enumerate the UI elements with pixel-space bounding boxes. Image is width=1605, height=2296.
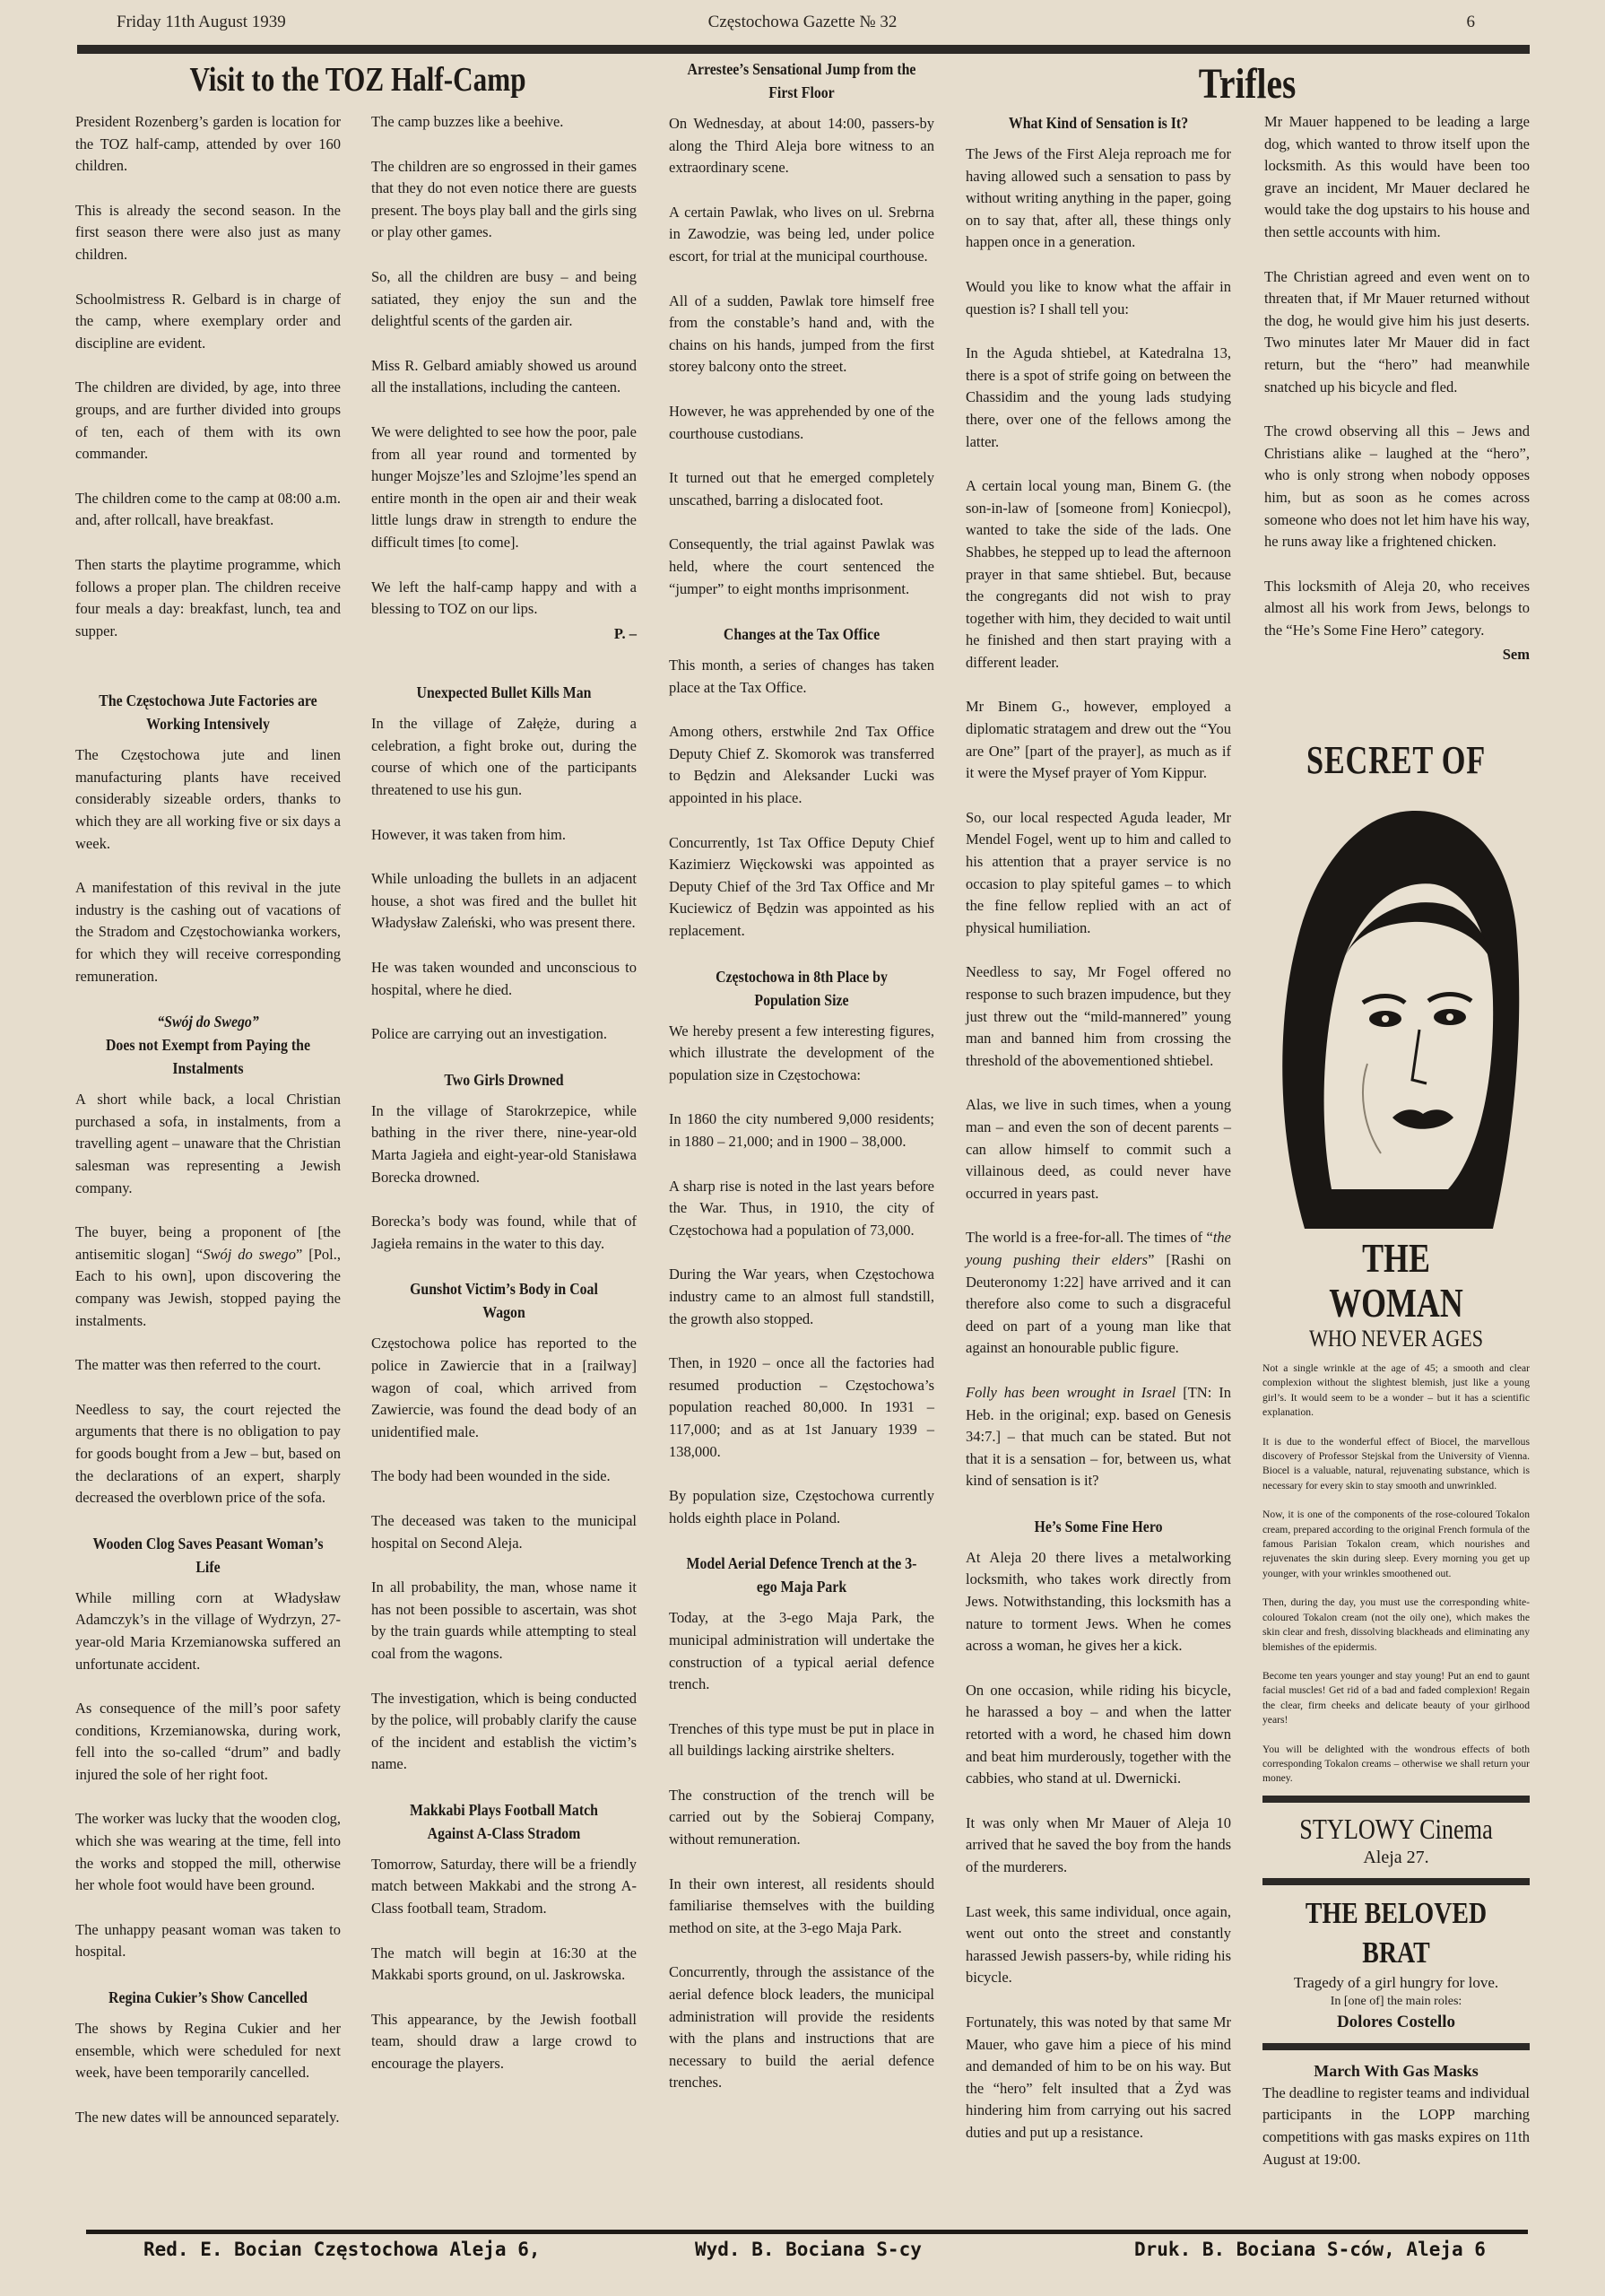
- gunshot-title: Gunshot Victim’s Body in Coal Wagon: [410, 1280, 598, 1322]
- paragraph: In the Aguda shtiebel, at Katedralna 13, there is a spot of strife going on between the Chassidim and the young lads studying there, over one of the fellows among the latter.: [966, 344, 1231, 450]
- cinema-name: STYLOWY Cinema: [1299, 1812, 1493, 1845]
- paragraph: The match will begin at 16:30 at the Makkabi sports ground, on ul. Jaskrowska.: [371, 1944, 637, 1984]
- column-5: [1264, 111, 1530, 675]
- paragraph: This locksmith of Aleja 20, who receives almost all his work from Jews, belongs to the “He’s Some Fine Hero” category.: [1264, 577, 1530, 639]
- paragraph: Schoolmistress R. Gelbard is in charge of the camp, where exemplary order and discipline are evident.: [75, 290, 341, 352]
- paragraph: Now, it is one of the components of the rose-coloured Tokalon cream, prepared according to the original French formula of the famous Parisian Tokalon cream, which nourishes and rejuvenates the skin during sleep. Every morning you get up younger, with your wrinkles smoothened out.: [1262, 1509, 1530, 1579]
- paragraph: At Aleja 20 there lives a metalworking locksmith, who takes work directly from Jews. Notwithstanding, this locksmith has a nature to torment Jews. When he comes across a woman, he gives her a kick.: [966, 1548, 1231, 1655]
- paragraph: The shows by Regina Cukier and her ensemble, which were scheduled for next week, have been temporarily cancelled.: [75, 2020, 341, 2082]
- clog-title: Wooden Clog Saves Peasant Woman’s Life: [92, 1534, 324, 1576]
- cukier-title: Regina Cukier’s Show Cancelled: [108, 1988, 308, 2007]
- paragraph: The Christian agreed and even went on to threaten that, if Mr Mauer returned without the dog, he would give him his just deserts. Two minutes later Mr Mauer did in fact return, but the “hero” had meanwhile snatched up his bicycle and fled.: [1264, 267, 1530, 396]
- paragraph: In the village of Załęże, during a celebration, a fight broke out, during the course of which one of the participants threatened to use his gun.: [371, 715, 637, 799]
- paragraph: However, he was apprehended by one of the courthouse custodians.: [669, 402, 934, 442]
- paragraph: By population size, Częstochowa currently holds eighth place in Poland.: [669, 1487, 934, 1526]
- paragraph: The Częstochowa jute and linen manufacturing plants have received considerably sizeable orders, thanks to which they are all working five or six days a week.: [75, 746, 341, 852]
- gas-divider: [1262, 2043, 1530, 2050]
- woman-portrait-illustration: [1269, 795, 1523, 1229]
- paragraph: The camp buzzes like a beehive.: [371, 113, 564, 130]
- paragraph: The crowd observing all this – Jews and Christians alike – laughed at the “hero”, who is only strong when nobody opposes him, but as soon as he comes across someone who does not let him have his way, he runs away like a frightened chicken.: [1264, 422, 1530, 551]
- paragraph: Police are carrying out an investigation.: [371, 1025, 608, 1043]
- paragraph: A short while back, a local Christian purchased a sofa, in instalments, from a travelling agent – unaware that the Christian salesman was representing a Jewish company.: [75, 1091, 341, 1196]
- paragraph: It is due to the wonderful effect of Biocel, the marvellous discovery of Professor Stejskal from the University of Vienna. Biocel is a valuable, natural, rejuvenating substance, which is necessary for every skin to stay smooth and unwrinkled.: [1262, 1435, 1530, 1492]
- paragraph: So, our local respected Aguda leader, Mr Mendel Fogel, went up to him and called to his attention that a prayer service is no occasion to play spiteful games – to which the fine fellow replied with an act of physical humiliation.: [966, 808, 1231, 936]
- paragraph: The Jews of the First Aleja reproach me for having allowed such a sensation to pass by without writing anything in the paper, going on to say that, after all, these things only happen once in a generation.: [966, 145, 1231, 251]
- jute-title: The Częstochowa Jute Factories are Working Intensively: [99, 691, 317, 734]
- cinema-address: Aleja 27.: [1363, 1847, 1429, 1867]
- trifles-title: Trifles: [1198, 60, 1297, 108]
- paragraph: As consequence of the mill’s poor safety conditions, Krzemianowska, during work, fell into the so-called “drum” and badly injured the sole of her right foot.: [75, 1700, 341, 1783]
- toz-article-title: Visit to the TOZ Half-Camp: [189, 61, 526, 99]
- paragraph: Last week, this same individual, once again, went out onto the street and constantly harassed Jewish passers-by, while riding his bicycle.: [966, 1902, 1231, 1987]
- film-star: Dolores Costello: [1336, 2012, 1456, 2031]
- ad-headline-sub: WHO NEVER AGES: [1309, 1326, 1483, 1352]
- paragraph: We hereby present a few interesting figures, which illustrate the development of the population size in Częstochowa:: [669, 1022, 934, 1083]
- paragraph: In the village of Starokrzepice, while bathing in the river there, nine-year-old Marta Jagieła and eight-year-old Stanisława Borecka drowned.: [371, 1101, 637, 1186]
- gas-masks-body: The deadline to register teams and individual participants in the LOPP marching competitions with gas masks expires on 11th August at 19:00.: [1262, 2083, 1530, 2168]
- paragraph: The new dates will be announced separately.: [75, 2108, 340, 2126]
- paragraph: Borecka’s body was found, while that of Jagieła remains in the water to this day.: [371, 1213, 637, 1252]
- paragraph: Would you like to know what the affair in question is? I shall tell you:: [966, 277, 1231, 317]
- paragraph: The world is a free-for-all. The times of “the young pushing their elders” [Rashi on Deuteronomy 1:22] have arrived and it can therefore also come to such a disgraceful deed on part of a young man like that against an honourable public figure.: [966, 1229, 1231, 1357]
- paragraph: Trenches of this type must be put in place in all buildings lacking airstrike shelters.: [669, 1719, 934, 1760]
- paragraph: Not a single wrinkle at the age of 45; a smooth and clear complexion without the slightest blemish, just like a young girl’s. It would seem to be a wonder – but it has a scientific explanation.: [1262, 1362, 1530, 1419]
- paragraph: Miss R. Gelbard amiably showed us around all the installations, including the canteen.: [371, 356, 637, 396]
- paragraph: Częstochowa police has reported to the police in Zawiercie that in a [railway] wagon of coal, which arrived from Zawiercie, was found the dead body of an unidentified male.: [371, 1335, 637, 1440]
- paragraph: On one occasion, while riding his bicycle, he harassed a boy – and when the latter retorted with a word, he chased him down and beat him murderously, together with the cabbies, who stand at ul. Dwernicki.: [966, 1681, 1231, 1787]
- sensation-title: What Kind of Sensation is It?: [1008, 114, 1189, 132]
- paragraph: It turned out that he emerged completely unscathed, barring a dislocated foot.: [669, 469, 934, 509]
- page-number: 6: [1466, 13, 1475, 31]
- paragraph: Mr Mauer happened to be leading a large dog, which wanted to throw itself upon the locksmith. As this would have been too grave an incident, Mr Mauer declared he would take the dog upstairs to his house and then settle accounts with him.: [1264, 113, 1530, 240]
- paragraph: Alas, we live in such times, when a young man – and even the son of decent parents – can allow himself to commit such a villainous deed, as could never have occurred in years past.: [966, 1096, 1231, 1202]
- makkabi-title: Makkabi Plays Football Match Against A-Class Stradom: [410, 1800, 598, 1842]
- film-roles-label: In [one of] the main roles:: [1330, 1994, 1462, 2008]
- footer-printer: Druk. B. Bociana S-ców, Aleja 6: [1134, 2239, 1486, 2260]
- paragraph: While milling corn at Władysław Adamczyk’s in the village of Wydrzyn, 27-year-old Maria Krzemianowska suffered an unfortunate accident.: [75, 1588, 341, 1673]
- jump-title: Arrestee’s Sensational Jump from the First Floor: [687, 60, 916, 101]
- paragraph: The unhappy peasant woman was taken to hospital.: [75, 1920, 341, 1961]
- swoj-title-main: Does not Exempt from Paying the Instalments: [105, 1036, 311, 1078]
- paragraph: Needless to say, the court rejected the arguments that there is no obligation to pay for goods bought from a Jew – but, based on the declarations of an expert, sharply decreased the overblown price of the sofa.: [75, 1400, 341, 1507]
- ad-headline-top: SECRET OF: [1306, 738, 1486, 782]
- bottom-rule: [86, 2230, 1528, 2234]
- paragraph: The construction of the trench will be carried out by the Sobieraj Company, without remuneration.: [669, 1786, 934, 1848]
- trifles-signature: Sem: [1502, 646, 1530, 664]
- paragraph: All of a sudden, Pawlak tore himself free from the constable’s hand and, with the chains on his hands, jumped from the first storey balcony onto the street.: [669, 291, 934, 376]
- ad-divider: [1262, 1796, 1530, 1803]
- tokalon-advertisement: [1262, 735, 1530, 2170]
- paragraph: Consequently, the trial against Pawlak was held, where the court sentenced the “jumper” to eight months imprisonment.: [669, 535, 934, 597]
- paragraph: Concurrently, 1st Tax Office Deputy Chief Kazimierz Więckowski was appointed as Deputy Chief of the 3rd Tax Office and Mr Kuciewicz of Będzin was appointed as his replacement.: [669, 833, 934, 940]
- paragraph: In their own interest, all residents should familiarise themselves with the building method on site, at the 3-ego Maja Park.: [669, 1874, 934, 1936]
- paragraph: Concurrently, through the assistance of the aerial defence block leaders, the municipal administration will provide the residents with the plans and instructions that are necessary to build the aerial defence trenches.: [669, 1963, 934, 2092]
- paragraph: On Wednesday, at about 14:00, passers-by along the Third Aleja bore witness to an extraordinary scene.: [669, 115, 934, 177]
- paragraph: We left the half-camp happy and with a blessing to TOZ on our lips.: [371, 578, 637, 618]
- paragraph: The body had been wounded in the side.: [371, 1467, 611, 1485]
- paragraph: You will be delighted with the wondrous effects of both corresponding Tokalon creams – otherwise we shall return your money.: [1262, 1743, 1530, 1785]
- paragraph: President Rozenberg’s garden is location for the TOZ half-camp, attended by over 160 children.: [75, 113, 341, 175]
- paragraph: He was taken wounded and unconscious to hospital, where he died.: [371, 959, 637, 998]
- tax-title: Changes at the Tax Office: [723, 625, 881, 644]
- paragraph: In 1860 the city numbered 9,000 residents; in 1880 – 21,000; and in 1900 – 38,000.: [669, 1110, 934, 1150]
- paragraph: So, all the children are busy – and being satiated, they enjoy the sun and the delightful scents of the garden air.: [371, 267, 637, 330]
- column-1: [75, 111, 341, 2151]
- paragraph: Then, during the day, you must use the corresponding white-coloured Tokalon cream (not the oily one), which makes the skin clear and fresh, dissolving blackheads and eliminating any blemishes of the epidermis.: [1262, 1596, 1530, 1653]
- paragraph: This is already the second season. In the first season there were also just as many children.: [75, 201, 341, 263]
- paragraph: The matter was then referred to the court.: [75, 1356, 321, 1374]
- paragraph: This appearance, by the Jewish football team, should draw a large crowd to encourage the players.: [371, 2010, 637, 2073]
- paragraph: It was only when Mr Mauer of Aleja 10 arrived that he saved the boy from the hands of the murderers.: [966, 1813, 1231, 1875]
- paragraph: The children are divided, by age, into three groups, and are further divided into groups of ten, each of them with its own commander.: [75, 378, 341, 463]
- paragraph: While unloading the bullets in an adjacent house, a shot was fired and the bullet hit Władysław Zaleński, who was present there.: [371, 870, 637, 932]
- footer-editor: Red. E. Bocian Częstochowa Aleja 6,: [143, 2239, 541, 2260]
- trench-title: Model Aerial Defence Trench at the 3-ego Maja Park: [686, 1554, 917, 1596]
- gas-masks-title: March With Gas Masks: [1314, 2061, 1479, 2080]
- film-tagline: Tragedy of a girl hungry for love.: [1293, 1973, 1499, 1991]
- paragraph: Folly has been wrought in Israel [TN: In Heb. in the original; exp. based on Genesis 34:7.] – that much can be stated. But not that it is a sensation – for, between us, what kind of sensation is it?: [966, 1383, 1231, 1490]
- ad-body: [1262, 1361, 1530, 1787]
- paragraph: The investigation, which is being conducted by the police, will probably clarify the cause of the incident and establish the victim’s name.: [371, 1689, 637, 1773]
- hero-title: He’s Some Fine Hero: [1034, 1517, 1163, 1535]
- paragraph: Then, in 1920 – once all the factories had resumed production – Częstochowa’s population reached 80,000. In 1931 – 117,000; and as at 1st January 1939 – 138,000.: [669, 1354, 934, 1460]
- paragraph: A certain Pawlak, who lives on ul. Srebrna in Zawodzie, was being led, under police escort, for trial at the municipal courthouse.: [669, 203, 934, 265]
- cinema-divider: [1262, 1878, 1530, 1885]
- column-2: [371, 111, 637, 2098]
- footer-publisher: Wyd. B. Bociana S-cy: [695, 2239, 922, 2260]
- paragraph: Today, at the 3-ego Maja Park, the municipal administration will undertake the construction of a typical aerial defence trench.: [669, 1609, 934, 1693]
- paragraph: Among others, erstwhile 2nd Tax Office Deputy Chief Z. Skomorok was transferred to Będzin and Aleksander Lucki was appointed in his place.: [669, 723, 934, 807]
- paragraph: Mr Binem G., however, employed a diplomatic stratagem and drew out the “You are One” [part of the prayer], as much as if it were the Mysef prayer of Yom Kippur.: [966, 698, 1231, 782]
- girls-title: Two Girls Drowned: [444, 1070, 564, 1089]
- ad-headline-main: THE WOMAN: [1329, 1235, 1463, 1326]
- paragraph: Become ten years younger and stay young! Put an end to gaunt facial muscles! Get rid of a bad and faded complexion! Regain the clear, firm cheeks and delicate beauty of your girlhood years!: [1262, 1669, 1530, 1726]
- bullet-title: Unexpected Bullet Kills Man: [416, 683, 592, 702]
- paragraph: Fortunately, this was noted by that same Mr Mauer, who gave him a piece of his mind and demanded of him to be on his way. But the “hero” felt insulted that a Żyd was hindering him from carrying out his sacred duties and put up a resistance.: [966, 2013, 1231, 2141]
- population-title: Częstochowa in 8th Place by Population Size: [716, 967, 888, 1009]
- column-4: [966, 111, 1231, 2167]
- paragraph: This month, a series of changes has taken place at the Tax Office.: [669, 657, 934, 696]
- paragraph: The children come to the camp at 08:00 a.m. and, after rollcall, have breakfast.: [75, 489, 341, 529]
- paragraph: We were delighted to see how the poor, pale from all year round and tormented by hunger Mojsze’les and Szlojme’les spend an entire month in the open air and their weak little lungs draw in strength to endure the difficult times [to come].: [371, 422, 637, 551]
- paragraph: The worker was lucky that the wooden clog, which she was wearing at the time, fell into the works and stopped the mill, otherwise her whole foot would have been ground.: [75, 1810, 341, 1894]
- paragraph: During the War years, when Częstochowa industry came to an almost full standstill, the growth also stopped.: [669, 1265, 934, 1327]
- paragraph: In all probability, the man, whose name it has not been possible to ascertain, was shot by the train guards while attempting to steal coal from the wagons.: [371, 1578, 637, 1662]
- paragraph: The deceased was taken to the municipal hospital on Second Aleja.: [371, 1511, 637, 1552]
- paragraph: Then starts the playtime programme, which follows a proper plan. The children receive four meals a day: breakfast, lunch, tea and supper.: [75, 555, 341, 639]
- column-3: [669, 57, 934, 2117]
- paragraph: However, it was taken from him.: [371, 825, 566, 843]
- paragraph: The children are so engrossed in their games that they do not even notice there are guests present. The boys play ball and the girls sing or play other games.: [371, 157, 637, 241]
- paragraph: The buyer, being a proponent of [the antisemitic slogan] “Swój do swego” [Pol., Each to his own], upon discovering the company was Jewish, stopped paying the instalments.: [75, 1223, 341, 1329]
- paragraph: A manifestation of this revival in the jute industry is the cashing out of vacations of the Stradom and Częstochowianka workers, for which they will receive corresponding remuneration.: [75, 879, 341, 985]
- publication-name: Częstochowa Gazette № 32: [707, 13, 898, 31]
- top-rule: [77, 45, 1530, 54]
- paragraph: A certain local young man, Binem G. (the son-in-law of [someone from] Koniecpol), wanted to take the side of the lads. One Shabbes, he stepped up to lead the afternoon prayer in that same shtiebel. But, because the congregants did not wish to pray together with him, they decided to wait until he finished and then start praying with a different leader.: [966, 477, 1231, 671]
- swoj-title-slogan: “Swój do Swego”: [157, 1013, 259, 1031]
- film-title: THE BELOVED BRAT: [1305, 1896, 1488, 1970]
- paragraph: A sharp rise is noted in the last years before the War. Thus, in 1910, the city of Częstochowa had a population of 73,000.: [669, 1177, 934, 1239]
- paragraph: Needless to say, Mr Fogel offered no response to such brazen impudence, but they just threw out the “mild-mannered” young man and banned him from crossing the threshold of the abovementioned shtiebel.: [966, 963, 1231, 1069]
- toz-signature: P. –: [613, 624, 637, 642]
- swoj-title: [91, 1010, 325, 1080]
- issue-date: Friday 11th August 1939: [117, 13, 286, 31]
- paragraph: Tomorrow, Saturday, there will be a friendly match between Makkabi and the strong A-Class football team, Stradom.: [371, 1855, 637, 1918]
